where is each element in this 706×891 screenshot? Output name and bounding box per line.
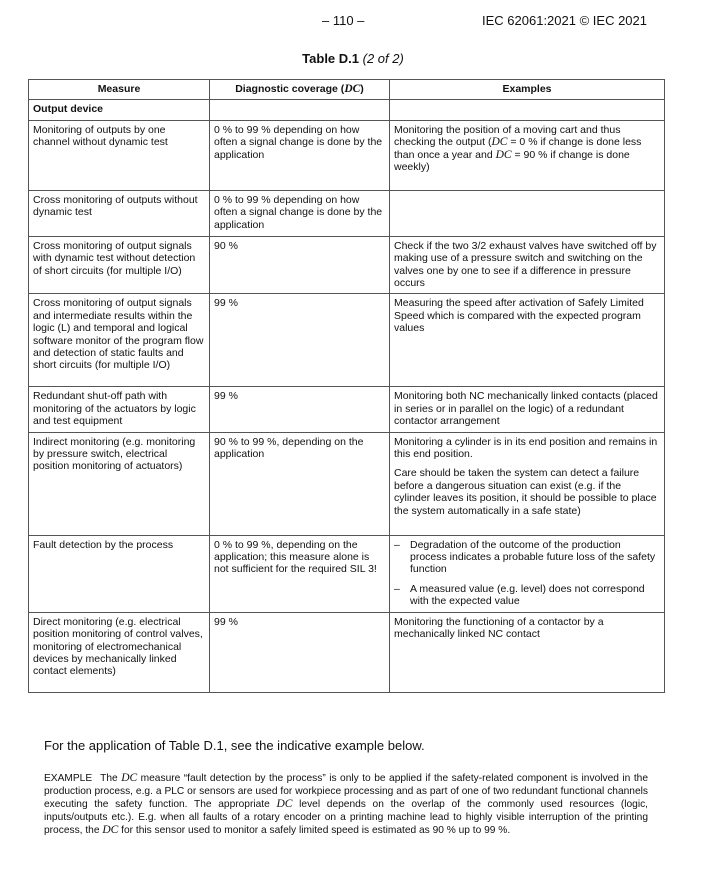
dc-cell: 90 % to 99 %, depending on the application: [210, 432, 390, 535]
dc-cell: 99 %: [210, 294, 390, 387]
dc-cell: 90 %: [210, 236, 390, 294]
dc-cell: 99 %: [210, 612, 390, 692]
examples-cell: Monitoring both NC mechanically linked contacts (placed in series or in parallel on the logic) of a redundant contactor arrangement: [390, 387, 665, 432]
example-note: EXAMPLE The DC measure “fault detection by the process” is only to be applied if the safety-related component is involved in the production process, e.g. a PLC or sensors are used for workpiece processing and as part of one of two redundant functional channels executing the safety function. The appropriate DC level depends on the overlap of the commonly used resources (logic, inputs/outputs etc.). E.g. when all faults of a rotary encoder on a printing machine lead to highly visible interruption of the printing process, the DC for this sensor used to monitor a safely limited speed is estimated as 90 % up to 99 %.: [44, 772, 649, 837]
page-number: – 110 –: [322, 13, 365, 28]
measure-cell: Indirect monitoring (e.g. monitoring by pressure switch, electrical position monitoring of actuators): [29, 432, 210, 535]
measure-cell: Direct monitoring (e.g. electrical position monitoring of control valves, monitoring of electromechanical devices by mechanically linked contact elements): [29, 612, 210, 692]
column-header-measure: Measure: [29, 80, 210, 100]
examples-cell: Monitoring a cylinder is in its end position and remains in this end position. Care should be taken the system can detect a failure before a dangerous situation can exist (e.g. if the cylinder leaves its position, it should be possible to place the system automatically in a safe state): [390, 432, 665, 535]
examples-cell: [390, 535, 665, 612]
table-row: [29, 294, 665, 387]
measure-cell: Fault detection by the process: [29, 535, 210, 612]
table-row: [29, 612, 665, 692]
examples-cell: Monitoring the position of a moving cart and thus checking the output (DC = 0 % if change is done less than once a year and DC = 90 % if change is done weekly): [390, 120, 665, 190]
diagnostic-coverage-table: [28, 79, 665, 693]
table-row: [29, 190, 665, 236]
examples-cell: Check if the two 3/2 exhaust valves have switched off by making use of a pressure switch and switching on the valves one by one to see if a difference in pressure occurs: [390, 236, 665, 294]
measure-cell: Cross monitoring of outputs without dynamic test: [29, 190, 210, 236]
standard-identifier: IEC 62061:2021 © IEC 2021: [482, 13, 647, 28]
dc-cell: 0 % to 99 % depending on how often a signal change is done by the application: [210, 120, 390, 190]
measure-cell: Cross monitoring of output signals with dynamic test without detection of short circuits (for multiple I/O): [29, 236, 210, 294]
table-caption: [0, 51, 706, 66]
table-row: [29, 236, 665, 294]
table-label: Table D.1: [302, 51, 360, 66]
measure-cell: Cross monitoring of output signals and intermediate results within the logic (L) and temporal and logical software monitor of the program flow and detection of static faults and short circuits (for multiple I/O): [29, 294, 210, 387]
column-header-dc: Diagnostic coverage (DC): [210, 80, 390, 100]
table-header-row: [29, 80, 665, 100]
intro-paragraph: For the application of Table D.1, see the indicative example below.: [44, 738, 425, 753]
table-row: [29, 535, 665, 612]
table-row: [29, 120, 665, 190]
examples-cell: Monitoring the functioning of a contactor by a mechanically linked NC contact: [390, 612, 665, 692]
column-header-examples: Examples: [390, 80, 665, 100]
list-item: – Degradation of the outcome of the production process indicates a probable future loss of the safety function: [394, 538, 656, 576]
page-header: [0, 13, 706, 31]
measure-cell: Monitoring of outputs by one channel without dynamic test: [29, 120, 210, 190]
table-row: [29, 387, 665, 432]
measure-cell: Redundant shut-off path with monitoring of the actuators by logic and test equipment: [29, 387, 210, 432]
dc-cell: 0 % to 99 % depending on how often a signal change is done by the application: [210, 190, 390, 236]
dc-cell: 99 %: [210, 387, 390, 432]
examples-cell: Measuring the speed after activation of Safely Limited Speed which is compared with the expected program values: [390, 294, 665, 387]
dc-cell: 0 % to 99 %, depending on the application; this measure alone is not sufficient for the required SIL 3!: [210, 535, 390, 612]
table-row: [29, 432, 665, 535]
table-group-row: [29, 100, 665, 120]
examples-cell: [390, 190, 665, 236]
group-label: Output device: [29, 100, 210, 120]
table-continuation: (2 of 2): [362, 51, 404, 66]
list-item: – A measured value (e.g. level) does not correspond with the expected value: [394, 582, 645, 608]
